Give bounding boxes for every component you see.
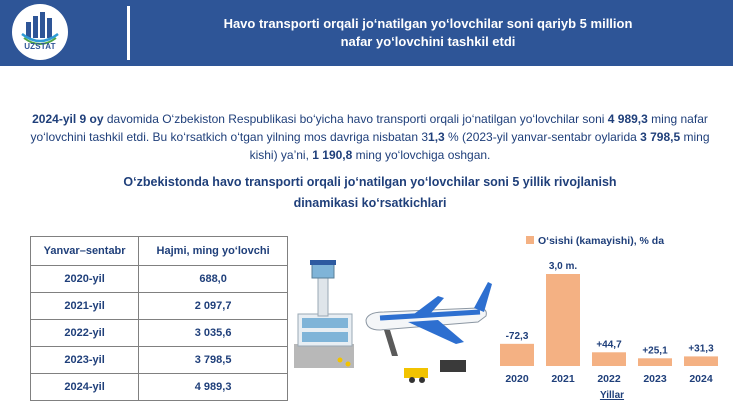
- header-divider: [127, 6, 130, 60]
- ground-vehicle: [440, 360, 466, 372]
- header-banner: [0, 0, 733, 66]
- data-label-2022: +44,7: [596, 339, 622, 351]
- subtitle-line1: O‘zbekistonda havo transporti orqali jo‘natilgan yo‘lovchilar soni 5 yillik rivojlanish: [123, 175, 617, 189]
- summary-prev-value: 3 798,5: [640, 130, 681, 144]
- uzstat-logo: [12, 4, 68, 60]
- table-cell-value: 3 798,5: [139, 347, 288, 374]
- growth-bar-chart: [492, 226, 732, 404]
- bar-2024: [684, 356, 718, 366]
- x-tick-2024: 2024: [689, 373, 713, 385]
- summary-period: 2024-yil 9 oy: [32, 112, 104, 126]
- passenger-table: [30, 236, 288, 401]
- page-title-line2: nafar yo‘lovchini tashkil etdi: [340, 34, 516, 49]
- bar-2023: [638, 358, 672, 366]
- table-row: [31, 293, 288, 320]
- bar-2021: [546, 274, 580, 366]
- x-tick-2022: 2022: [597, 373, 621, 385]
- table-cell-year: 2022-yil: [31, 320, 139, 347]
- boarding-stairs: [384, 330, 398, 356]
- summary-text-2: ming nafar yo‘lovchini tashkil etdi. Bu ko‘rsatkich o‘tgan yilning mos davriga nisbatan 3: [30, 112, 708, 144]
- summary-total: 4 989,3: [607, 112, 648, 126]
- summary-paragraph: [30, 110, 710, 164]
- table-cell-year: 2021-yil: [31, 293, 139, 320]
- x-tick-2021: 2021: [551, 373, 575, 385]
- data-label-2024: +31,3: [688, 343, 714, 355]
- summary-percent: 1,3: [428, 130, 445, 144]
- x-tick-2020: 2020: [505, 373, 529, 385]
- bar-2020: [500, 344, 534, 366]
- control-tower: [318, 276, 328, 316]
- legend-swatch: [526, 236, 534, 244]
- subtitle-line2: dinamikasi ko‘rsatkichlari: [293, 196, 447, 210]
- legend-label: O‘sishi (kamayishi), % da: [538, 235, 665, 247]
- airport-illustration: [288, 256, 493, 386]
- table-row: [31, 347, 288, 374]
- bar-2022: [592, 352, 626, 366]
- page-title-line1: Havo transporti orqali jo‘natilgan yo‘lovchilar soni qariyb 5 million: [223, 16, 633, 31]
- summary-increase: 1 190,8: [312, 148, 353, 162]
- table-cell-year: 2023-yil: [31, 347, 139, 374]
- data-label-2021: 3,0 m.: [548, 261, 578, 272]
- data-label-2023: +25,1: [642, 345, 668, 357]
- table-cell-value: 4 989,3: [139, 374, 288, 401]
- terminal-base: [294, 344, 354, 368]
- baggage-cart: [404, 368, 428, 378]
- airplane-tail: [474, 282, 492, 312]
- terminal-windows-lower: [302, 332, 348, 342]
- summary-text-4: ming kishi) ya’ni,: [249, 130, 710, 162]
- summary-text-5: ming yo‘lovchiga oshgan.: [352, 148, 491, 162]
- page-title: [148, 15, 708, 51]
- table-header-row: [31, 237, 288, 266]
- summary-text-1: davomida O‘zbekiston Respublikasi bo‘yicha havo transporti orqali jo‘natilgan yo‘lovchilar soni: [103, 112, 608, 126]
- table-cell-value: 3 035,6: [139, 320, 288, 347]
- logo-text: UZSTAT: [24, 42, 56, 51]
- tower-roof: [310, 260, 336, 265]
- section-subtitle: [60, 172, 680, 214]
- terminal-windows: [302, 318, 348, 328]
- logo-graphic-icon: [12, 4, 68, 60]
- table-header-period: Yanvar–sentabr: [31, 237, 139, 266]
- figure-icon: [338, 358, 343, 363]
- figure-icon: [346, 362, 351, 367]
- tower-cab: [312, 264, 334, 278]
- table-row: [31, 266, 288, 293]
- table-cell-year: 2024-yil: [31, 374, 139, 401]
- table-cell-value: 2 097,7: [139, 293, 288, 320]
- table-row: [31, 320, 288, 347]
- table-row: [31, 374, 288, 401]
- x-tick-2023: 2023: [643, 373, 667, 385]
- table-cell-value: 688,0: [139, 266, 288, 293]
- table-cell-year: 2020-yil: [31, 266, 139, 293]
- data-label-2020: -72,3: [505, 330, 529, 342]
- table-header-volume: Hajmi, ming yo‘lovchi: [139, 237, 288, 266]
- wheel-icon: [419, 377, 425, 383]
- wheel-icon: [409, 377, 415, 383]
- summary-text-3: % (2023-yil yanvar-sentabr oylarida: [444, 130, 641, 144]
- x-axis-label: Yillar: [599, 390, 625, 401]
